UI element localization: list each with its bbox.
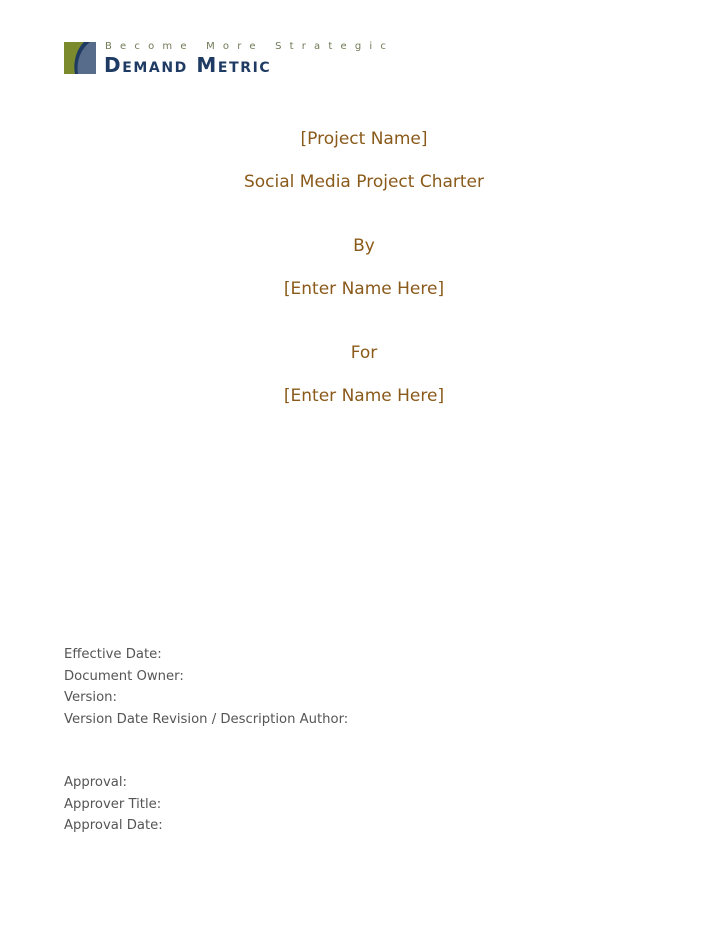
by-name-text: [Enter Name Here] — [283, 279, 445, 299]
logo-tagline: Become More Strategic — [105, 41, 395, 52]
approval-info-block — [64, 772, 163, 837]
logo-name: Demand Metric — [104, 53, 272, 77]
project-name-text: [Project Name] — [300, 129, 428, 149]
demand-metric-logo — [64, 41, 395, 77]
for-name — [0, 385, 728, 407]
by-label — [0, 235, 728, 257]
by-name — [0, 278, 728, 300]
version-label: Version: — [64, 690, 117, 705]
for-label — [0, 342, 728, 364]
effective-date-label: Effective Date: — [64, 647, 162, 662]
for-name-text: [Enter Name Here] — [283, 386, 445, 406]
demand-metric-logo-icon — [64, 42, 96, 74]
document-info-block — [64, 644, 348, 730]
approver-title-label: Approver Title: — [64, 796, 162, 812]
approval-label: Approval: — [64, 775, 127, 790]
document-owner-label: Document Owner: — [64, 668, 184, 684]
charter-title — [0, 171, 728, 193]
version-history-header: Version Date Revision / Description Author: — [64, 711, 349, 727]
project-name — [0, 128, 728, 150]
for-label-text: For — [350, 343, 378, 363]
charter-title-text: Social Media Project Charter — [243, 172, 484, 192]
approval-date-label: Approval Date: — [64, 818, 163, 833]
by-label-text: By — [353, 236, 375, 256]
